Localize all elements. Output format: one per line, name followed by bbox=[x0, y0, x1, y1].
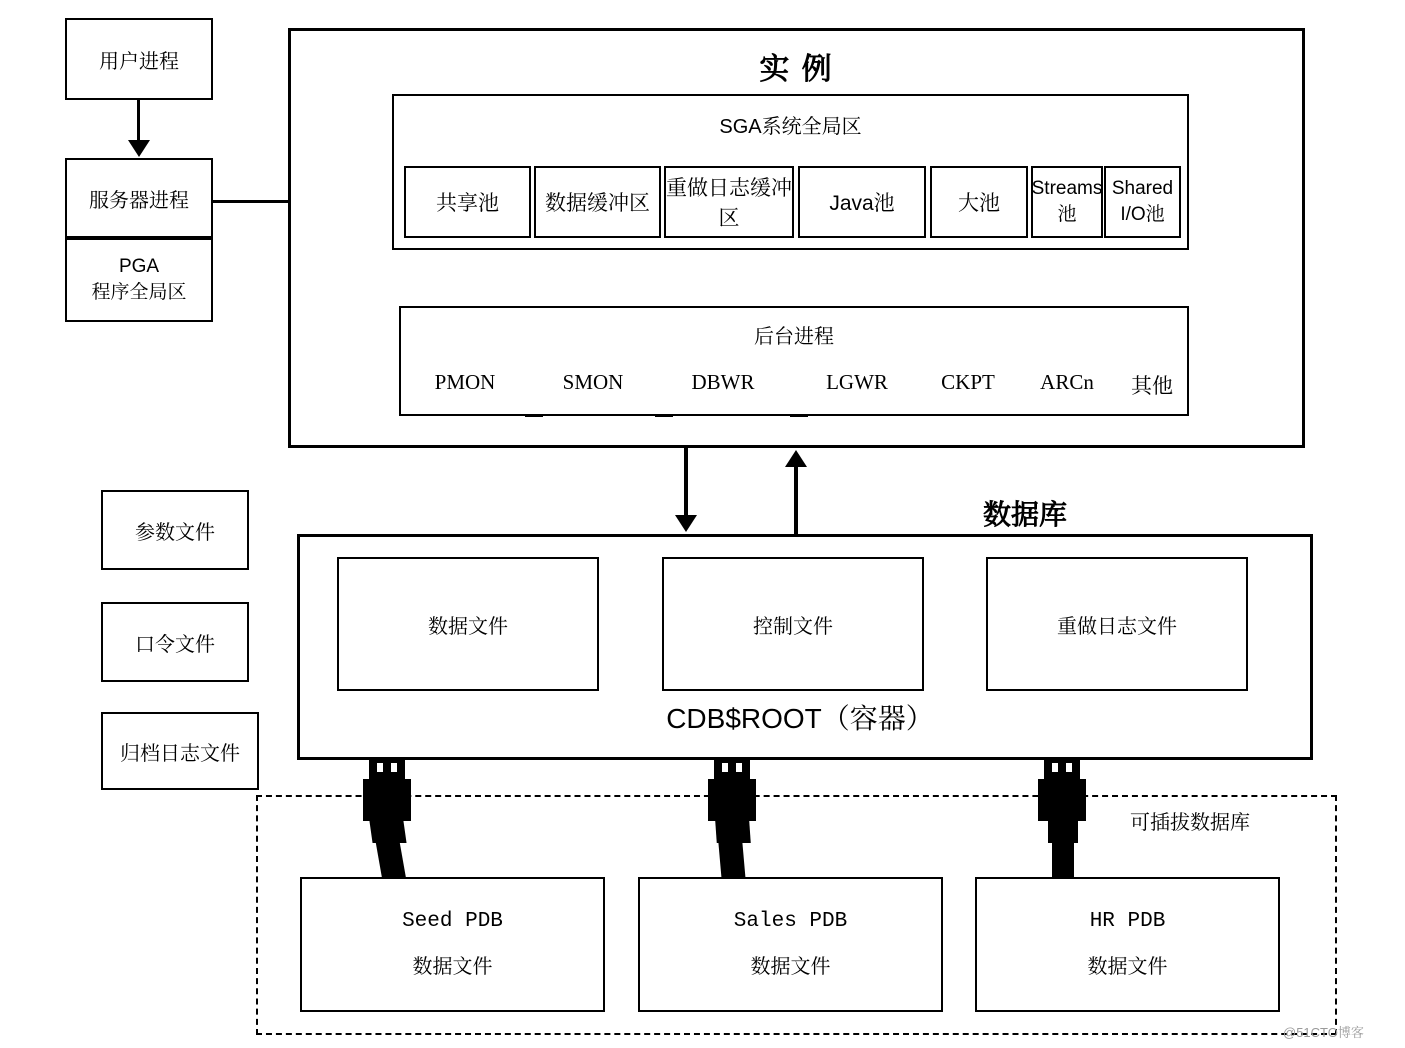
archive-log-file-box bbox=[101, 712, 259, 790]
process-smon: SMON bbox=[562, 370, 624, 394]
param-file-box bbox=[101, 490, 249, 570]
instance-title: 实 例 bbox=[759, 53, 834, 86]
plug-connector-hr bbox=[1030, 757, 1100, 877]
sga-pool-streams-label-line2: 池 bbox=[1057, 204, 1077, 225]
sga-pool-db-buffer bbox=[534, 166, 661, 238]
process-pmon: PMON bbox=[434, 370, 496, 394]
cdb-root-label: CDB$ROOT（容器） bbox=[666, 703, 934, 734]
plug-connector-sales bbox=[700, 757, 770, 877]
sga-pool-java bbox=[798, 166, 926, 238]
sga-pool-shared-io-label-line2: I/O池 bbox=[1120, 204, 1165, 225]
datafile-box bbox=[337, 557, 599, 691]
user-process-label: 用户进程 bbox=[99, 50, 179, 73]
sga-pool-java-label: Java池 bbox=[829, 192, 895, 215]
server-process-box bbox=[65, 158, 213, 238]
password-file-label: 口令文件 bbox=[135, 633, 215, 656]
controlfile-box bbox=[662, 557, 924, 691]
sga-pool-redo-buffer bbox=[664, 166, 794, 238]
sga-pool-shared-io bbox=[1104, 166, 1181, 238]
datafile-label: 数据文件 bbox=[428, 615, 508, 638]
pdb-seed-file: 数据文件 bbox=[412, 956, 493, 979]
process-arcn: ARCn bbox=[1040, 370, 1094, 394]
background-process-title: 后台进程 bbox=[754, 326, 834, 348]
pga-box bbox=[65, 238, 213, 322]
sga-title: SGA系统全局区 bbox=[719, 116, 862, 138]
arrow-instance-to-db-line bbox=[684, 448, 688, 523]
sga-pool-streams bbox=[1031, 166, 1103, 238]
arrow-instance-to-db-head bbox=[675, 515, 697, 532]
user-process-box bbox=[65, 18, 213, 100]
arrow-db-to-instance-line bbox=[794, 465, 798, 535]
sga-pool-large-label: 大池 bbox=[958, 192, 1000, 215]
sga-pool-shared-label: 共享池 bbox=[436, 192, 499, 215]
process-tick-1 bbox=[525, 414, 543, 417]
watermark: @51CTO博客 bbox=[1283, 1025, 1364, 1040]
controlfile-label: 控制文件 bbox=[753, 615, 833, 638]
redologfile-label: 重做日志文件 bbox=[1057, 615, 1177, 638]
archive-log-file-label: 归档日志文件 bbox=[120, 742, 240, 765]
plug-connector-seed bbox=[355, 757, 425, 877]
pdb-hr-box bbox=[975, 877, 1280, 1012]
param-file-label: 参数文件 bbox=[135, 521, 215, 544]
process-ckpt: CKPT bbox=[941, 370, 995, 394]
arrow-user-to-server-head bbox=[128, 140, 150, 157]
process-lgwr: LGWR bbox=[826, 370, 888, 394]
sga-pool-shared-io-label-line1: Shared bbox=[1111, 178, 1174, 200]
pdb-sales-box bbox=[638, 877, 943, 1012]
process-dbwr: DBWR bbox=[691, 370, 755, 394]
database-title: 数据库 bbox=[982, 499, 1067, 530]
pga-label-line2: 程序全局区 bbox=[91, 282, 187, 303]
pdb-sales-file: 数据文件 bbox=[750, 956, 831, 979]
redologfile-box bbox=[986, 557, 1248, 691]
process-tick-2 bbox=[655, 414, 673, 417]
process-other: 其他 bbox=[1131, 375, 1173, 398]
pdb-seed-name: Seed PDB bbox=[402, 909, 503, 933]
sga-pool-large bbox=[930, 166, 1028, 238]
pdb-hr-file: 数据文件 bbox=[1087, 956, 1168, 979]
sga-pool-redo-buffer-label: 重做日志缓冲区 bbox=[666, 177, 792, 230]
sga-pool-db-buffer-label: 数据缓冲区 bbox=[545, 192, 650, 215]
sga-pool-streams-label-line1: Streams bbox=[1031, 178, 1103, 200]
pluggable-db-title: 可插拔数据库 bbox=[1130, 812, 1250, 834]
pdb-sales-name: Sales PDB bbox=[733, 909, 848, 933]
server-process-label: 服务器进程 bbox=[89, 189, 189, 212]
arrow-db-to-instance-head bbox=[785, 450, 807, 467]
pdb-hr-name: HR PDB bbox=[1089, 909, 1166, 933]
pdb-seed-box bbox=[300, 877, 605, 1012]
process-tick-3 bbox=[790, 414, 808, 417]
password-file-box bbox=[101, 602, 249, 682]
pga-label-line1: PGA bbox=[118, 256, 160, 278]
sga-pool-shared bbox=[404, 166, 531, 238]
